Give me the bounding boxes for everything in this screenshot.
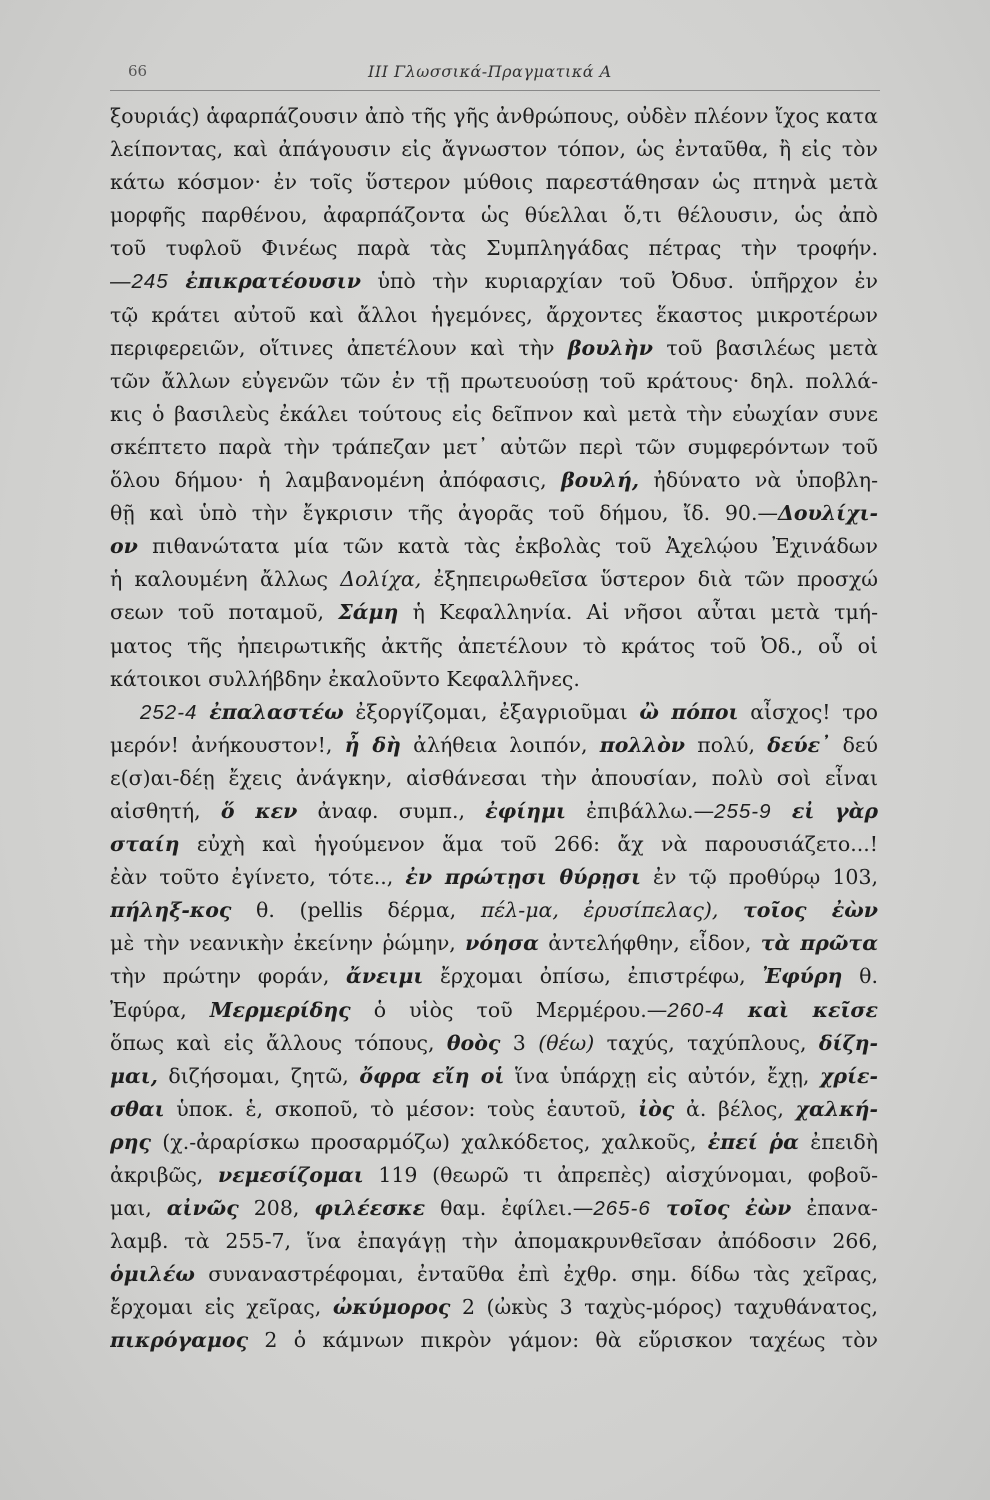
text-span: ὑποκ. ἑ, σκοποῦ, τὸ μέσον: τοὺς ἑαυτοῦ, — [164, 1096, 639, 1121]
lemma-term: σταίη — [110, 832, 180, 857]
text-span: ἀκριβῶς, — [110, 1163, 218, 1187]
text-line — [110, 100, 878, 133]
text-span: Δολίχα, — [340, 567, 422, 592]
text-span: μορφῆς παρθένου, ἀφαρπάζοντα ὡς θύελλαι ὅ,τι θέλουσιν, ὡς ἀπὸ — [110, 203, 878, 228]
text-span: ἀντελήφθην, εἶδον, — [538, 931, 761, 956]
text-span: ὅλου δήμου· ἡ λαμβανομένη ἀπόφασις, — [110, 468, 562, 493]
text-span — [718, 898, 743, 922]
text-span: ὁ υἱὸς τοῦ Μερμέρου.— — [350, 997, 668, 1022]
lemma-term: Δουλίχι- — [777, 501, 878, 526]
text-line — [110, 265, 878, 298]
lemma-term: Σάμη — [338, 600, 399, 625]
text-line — [110, 994, 878, 1027]
lemma-term: θοὸς — [446, 1030, 501, 1055]
text-line — [110, 663, 878, 696]
text-line — [110, 497, 878, 530]
text-line — [110, 894, 878, 927]
text-span: ματος τῆς ἠπειρωτικῆς ἀκτῆς ἀπετέλουν τὸ κράτος τοῦ Ὀδ., οὗ οἱ — [110, 633, 878, 658]
text-span: θαμ. ἐφίλει.— — [425, 1196, 594, 1221]
text-span: μὲ τὴν νεανικὴν ἐκείνην ῥώμην, — [110, 931, 466, 956]
header-rule — [110, 90, 880, 91]
text-span: εὐχὴ καὶ ἡγούμενον ἅμα τοῦ 266: ἄχ νὰ παρουσιάζετο...! — [179, 832, 878, 857]
lemma-term: τοῖος ἐὼν — [743, 898, 878, 923]
text-span: αἶσχος! τρο — [738, 699, 878, 724]
text-span: 119 (θεωρῶ τι ἀπρεπὲς) αἰσχύνομαι, φοβοῦ- — [363, 1163, 878, 1187]
lemma-term: μαι, — [110, 1063, 158, 1088]
text-line — [110, 696, 878, 729]
lemma-term: αἰνῶς — [166, 1196, 239, 1221]
lemma-term: ρης — [110, 1129, 152, 1154]
lemma-term: χαλκή- — [795, 1096, 878, 1121]
text-line — [110, 762, 878, 795]
text-span: ἔρχομαι εἰς χεῖρας, — [110, 1295, 333, 1320]
lemma-term: ὅ κεν — [220, 798, 298, 823]
text-line — [110, 199, 878, 232]
text-line — [110, 299, 878, 332]
text-line — [110, 563, 878, 596]
text-span: (χ.-ἀραρίσκω προσαρμόζω) χαλκόδετος, χαλκοῦς, — [151, 1129, 708, 1154]
text-line — [110, 1192, 878, 1225]
text-span: 2 (ὠκὺς 3 ταχὺς-μόρος) ταχυθάνατος, — [450, 1295, 878, 1320]
text-span: κις ὁ βασιλεὺς ἐκάλει τούτους εἰς δεῖπνον καὶ μετὰ τὴν εὐωχίαν συνε — [110, 401, 878, 426]
text-span: πιθανώτατα μία τῶν κατὰ τὰς ἐκβολὰς τοῦ Ἀχελῴου Ἐχινάδων — [137, 534, 878, 559]
text-line — [110, 166, 878, 199]
lemma-term: χρίε- — [819, 1063, 878, 1088]
text-line — [110, 1159, 878, 1192]
lemma-term: τὰ πρῶτα — [760, 931, 878, 956]
lemma-term: ἰὸς — [638, 1096, 675, 1121]
running-title: III Γλωσσικά-Πραγματικά Α — [368, 62, 612, 81]
verse-reference: —245 — [110, 270, 186, 294]
lemma-term: Ἐφύρη — [762, 964, 843, 989]
text-span: τοῦ τυφλοῦ Φινέως παρὰ τὰς Συμπληγάδας πέτρας τὴν τροφήν. — [110, 236, 878, 261]
text-span: ἵνα ὑπάρχῃ εἰς αὐτόν, ἔχῃ, — [504, 1063, 820, 1088]
lemma-term: ὁμιλέω — [110, 1262, 195, 1287]
text-span: ε(σ)αι-δέῃ ἔχεις ἀνάγκην, αἰσθάνεσαι τὴν ἀπουσίαν, πολὺ σοὶ εἶναι — [110, 765, 878, 790]
text-span: θῇ καὶ ὑπὸ τὴν ἔγκρισιν τῆς ἀγορᾶς τοῦ δήμου, ἴδ. 90.— — [110, 501, 778, 526]
lemma-term: πήληξ-κος — [110, 898, 232, 923]
text-line — [110, 398, 878, 431]
lemma-term: δίζη- — [818, 1030, 878, 1055]
lemma-term: βουλή, — [561, 468, 639, 493]
text-line — [110, 1126, 878, 1159]
text-span: ἀ. βέλος, — [674, 1096, 796, 1121]
text-span: ἡ Κεφαλληνία. Αἱ νῆσοι αὗται μετὰ τμή- — [398, 600, 878, 625]
text-line — [110, 464, 878, 497]
text-line — [110, 1291, 878, 1324]
lemma-term: ὠκύμορος — [332, 1295, 451, 1320]
text-span: ταχύς, ταχύπλους, — [594, 1030, 819, 1055]
lemma-term: καὶ κεῖσε — [747, 997, 878, 1022]
lemma-term: εἰ γὰρ — [791, 798, 878, 823]
text-span: λαμβ. τὰ 255-7, ἵνα ἐπαγάγῃ τὴν ἀπομακρυνθεῖσαν ἀπόδοσιν 266, — [110, 1229, 878, 1254]
text-span: κάτω κόσμον· ἐν τοῖς ὕστερον μύθοις παρεστάθησαν ὡς πτηνὰ μετὰ — [110, 170, 878, 195]
page-header — [110, 62, 880, 92]
text-span: λείποντας, καὶ ἀπάγουσιν εἰς ἄγνωστον τόπον, ὡς ἐνταῦθα, ἢ εἰς τὸν — [110, 137, 878, 162]
text-line — [110, 1060, 878, 1093]
text-line — [110, 927, 878, 960]
text-line — [110, 960, 878, 993]
text-line — [110, 729, 878, 762]
text-line — [110, 596, 878, 629]
text-span: ἐπανα- — [791, 1196, 878, 1221]
lemma-term: νόησα — [465, 931, 539, 956]
text-span: ἐὰν τοῦτο ἐγίνετο, τότε.., — [110, 865, 406, 890]
text-span: ἠδύνατο νὰ ὑποβλη- — [639, 468, 878, 493]
lemma-term: ἐπαλαστέω — [209, 699, 344, 724]
commentary-text — [110, 100, 878, 1358]
text-span: ἐν τῷ προθύρῳ 103, — [640, 865, 878, 890]
text-line — [110, 1324, 878, 1357]
text-span: σεων τοῦ ποταμοῦ, — [110, 600, 339, 625]
lemma-term: βουλὴν — [567, 335, 653, 360]
text-span: τῶν ἄλλων εὐγενῶν τῶν ἐν τῇ πρωτευούσῃ τοῦ κράτους· δηλ. πολλά- — [110, 368, 878, 393]
lemma-term: φιλέεσκε — [314, 1196, 426, 1221]
text-line — [110, 332, 878, 365]
text-span: διζήσομαι, ζητῶ, — [157, 1063, 360, 1088]
lemma-term: ἄνειμι — [346, 964, 424, 989]
verse-reference: 255-9 — [714, 799, 792, 823]
text-span: αἰσθητή, — [110, 798, 221, 823]
text-span: συναναστρέφομαι, ἐνταῦθα ἐπὶ ἐχθρ. σημ. δίδω τὰς χεῖρας, — [194, 1262, 878, 1287]
lemma-term: ἐφίημι — [485, 798, 566, 823]
text-span: ἐπιβάλλω.— — [565, 798, 715, 823]
lemma-term: ἐπικρατέουσιν — [185, 269, 361, 294]
lemma-term: Μερμερίδης — [209, 997, 351, 1022]
lemma-term: σθαι — [110, 1096, 165, 1121]
text-span: ἀλήθεια λοιπόν, — [400, 732, 600, 757]
text-line — [110, 431, 878, 464]
verse-reference: 260-4 — [667, 998, 748, 1022]
text-line — [110, 365, 878, 398]
text-span: ἐπειδὴ — [798, 1129, 878, 1154]
text-span: πέλ-μα, ἐρυσίπελας), — [480, 898, 719, 923]
text-span: ἀναφ. συμπ., — [297, 798, 486, 823]
verse-reference: 265-6 — [593, 1197, 666, 1221]
verse-reference: 252-4 — [140, 700, 210, 724]
lemma-term: πικρόγαμος — [110, 1328, 249, 1353]
text-span: ὅπως καὶ εἰς ἄλλους τόπους, — [110, 1030, 447, 1055]
lemma-term: ον — [110, 534, 138, 559]
text-line — [110, 1258, 878, 1291]
text-span: πολύ, — [685, 732, 768, 757]
text-line — [110, 828, 878, 861]
lemma-term: τοῖος ἐὼν — [665, 1196, 792, 1221]
lemma-term: ἦ δὴ — [344, 732, 401, 757]
text-line — [110, 1225, 878, 1258]
text-line — [110, 795, 878, 828]
text-line — [110, 1093, 878, 1126]
text-span: Ἐφύρα, — [110, 997, 210, 1022]
text-span: 208, — [238, 1196, 315, 1221]
text-span: ὑπὸ τὴν κυριαρχίαν τοῦ Ὀδυσ. ὑπῆρχον ἐν — [360, 269, 878, 294]
lemma-term: δεύε᾽ — [767, 732, 831, 757]
text-span: ἔρχομαι ὀπίσω, ἐπιστρέφω, — [423, 964, 763, 989]
text-span: σκέπτετο παρὰ τὴν τράπεζαν μετ᾽ αὐτῶν περὶ τῶν συμφερόντων τοῦ — [110, 434, 878, 459]
text-span: ξουριάς) ἁφαρπάζουσιν ἀπὸ τῆς γῆς ἀνθρώπους, οὐδὲν πλέονν ἴχος κατα — [110, 104, 878, 128]
text-span: τοῦ βασιλέως μετὰ — [652, 335, 878, 360]
text-span: θ. (pellis δέρμα, — [231, 898, 481, 923]
lemma-term: ἐπεί ῥα — [707, 1129, 799, 1154]
text-line — [110, 232, 878, 265]
text-line — [110, 1027, 878, 1060]
text-span: (θέω) — [538, 1030, 595, 1055]
text-line — [110, 861, 878, 894]
text-span: 2 ὁ κάμνων πικρὸν γάμον: θὰ εὕρισκον ταχέως τὸν — [248, 1328, 878, 1353]
text-span: ἐξοργίζομαι, ἐξαγριοῦμαι — [343, 699, 640, 724]
text-span: 3 — [500, 1030, 539, 1055]
lemma-term: πολλὸν — [599, 732, 686, 757]
text-line — [110, 630, 878, 663]
text-span: δεύ — [830, 732, 878, 757]
text-line — [110, 530, 878, 563]
text-line — [110, 133, 878, 166]
lemma-term: ὄφρα εἴη οἱ — [359, 1063, 505, 1088]
text-span: μαι, — [110, 1196, 167, 1221]
text-span: μερόν! ἀνήκουστον!, — [110, 732, 345, 757]
text-span: τῷ κράτει αὐτοῦ καὶ ἄλλοι ἡγεμόνες, ἄρχοντες ἕκαστος μικροτέρων — [110, 302, 878, 327]
text-span: τὴν πρώτην φοράν, — [110, 964, 347, 989]
lemma-term: ἐν πρώτῃσι θύρῃσι — [405, 865, 641, 890]
text-span: θ. — [842, 964, 878, 989]
text-span: ἐξηπειρωθεῖσα ὕστερον διὰ τῶν προσχώ — [421, 567, 878, 592]
text-span: κάτοικοι συλλήβδην ἐκαλοῦντο Κεφαλλῆνες. — [110, 666, 580, 691]
lemma-term: νεμεσίζομαι — [217, 1163, 364, 1187]
text-span: περιφερειῶν, οἵτινες ἀπετέλουν καὶ τὴν — [110, 335, 568, 360]
lemma-term: ὢ πόποι — [639, 699, 739, 724]
page-number: 66 — [128, 62, 148, 80]
text-span: ἡ καλουμένη ἄλλως — [110, 567, 341, 592]
